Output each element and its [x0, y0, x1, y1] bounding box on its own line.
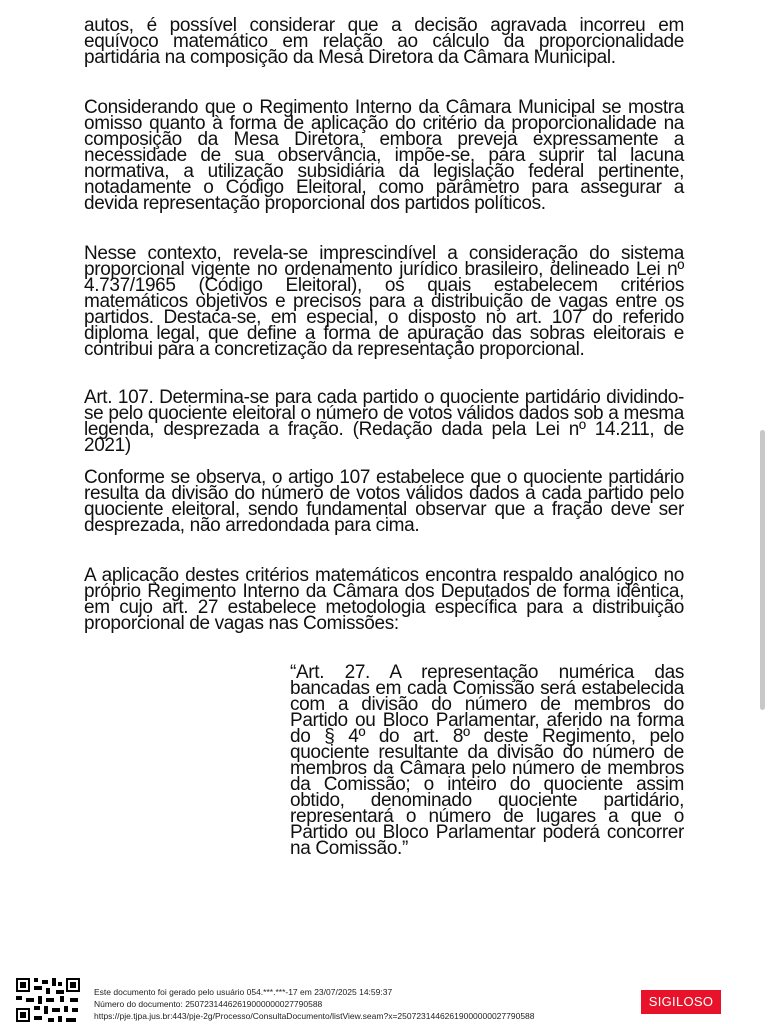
paragraph-5: Conforme se observa, o artigo 107 estabelece que o quociente partidário resulta da divisão do número de votos válidos dados a cada partido pelo quociente eleitoral, sendo fundamental observar que a fração deve ser desprezada, não arredondada para cima.	[84, 467, 684, 536]
document-number-text: Número do documento: 25072314462619000000027790588	[94, 999, 323, 1009]
document-footer	[0, 970, 768, 1024]
paragraph-1: autos, é possível considerar que a decisão agravada incorreu em equívoco matemático em relação ao cálculo da proporcionalidade partidária na composição da Mesa Diretora da Câmara Municipal.	[84, 15, 684, 68]
generated-by-text: Este documento foi gerado pelo usuário 054.***.***-17 em 23/07/2025 14:59:37	[94, 987, 393, 997]
qr-code-icon	[14, 976, 82, 1024]
block-quote-art-27: “Art. 27. A representação numérica das bancadas em cada Comissão será estabelecida com a divisão do número de membros do Partido ou Bloco Parlamentar, aferido na forma do § 4º do art. 8º deste Regimento, pelo quociente resultante da divisão do número de membros da Câmara pelo número de membros da Comissão; o inteiro do quociente assim obtido, denominado quociente partidário, representará o número de lugares a que o Partido ou Bloco Parlamentar poderá concorrer na Comissão.”	[290, 662, 684, 859]
document-url-link[interactable]: https://pje.tjpa.jus.br:443/pje-2g/Processo/ConsultaDocumento/listView.seam?x=25072314462619000000027790588	[94, 1011, 535, 1021]
paragraph-art-107: Art. 107. Determina-se para cada partido o quociente partidário dividindo-se pelo quociente eleitoral o número de votos válidos dados sob a mesma legenda, desprezada a fração. (Redação dada pela Lei nº 14.211, de 2021)	[84, 387, 684, 456]
paragraph-3: Nesse contexto, revela-se imprescindível a consideração do sistema proporcional vigente no ordenamento jurídico brasileiro, delineado Lei nº 4.737/1965 (Código Eleitoral), os quais estabelecem critérios matemáticos objetivos e precisos para a distribuição de vagas entre os partidos. Destaca-se, em especial, o disposto no art. 107 do referido diploma legal, que define a forma de apuração das sobras eleitorais e contribui para a concretização da representação proporcional.	[84, 243, 684, 360]
vertical-scrollbar[interactable]	[760, 430, 765, 710]
footer-metadata	[94, 986, 535, 1022]
sigiloso-badge: SIGILOSO	[641, 990, 721, 1014]
paragraph-6: A aplicação destes critérios matemáticos encontra respaldo analógico no próprio Regimento Interno da Câmara dos Deputados de forma idêntica, em cujo art. 27 estabelece metodologia específica para a distribuição proporcional de vagas nas Comissões:	[84, 565, 684, 634]
paragraph-2: Considerando que o Regimento Interno da Câmara Municipal se mostra omisso quanto à forma de aplicação do critério da proporcionalidade na composição da Mesa Diretora, embora preveja expressamente a necessidade de sua observância, impõe-se, para suprir tal lacuna normativa, a utilização subsidiária da legislação federal pertinente, notadamente o Código Eleitoral, como parâmetro para assegurar a devida representação proporcional dos partidos políticos.	[84, 97, 684, 214]
